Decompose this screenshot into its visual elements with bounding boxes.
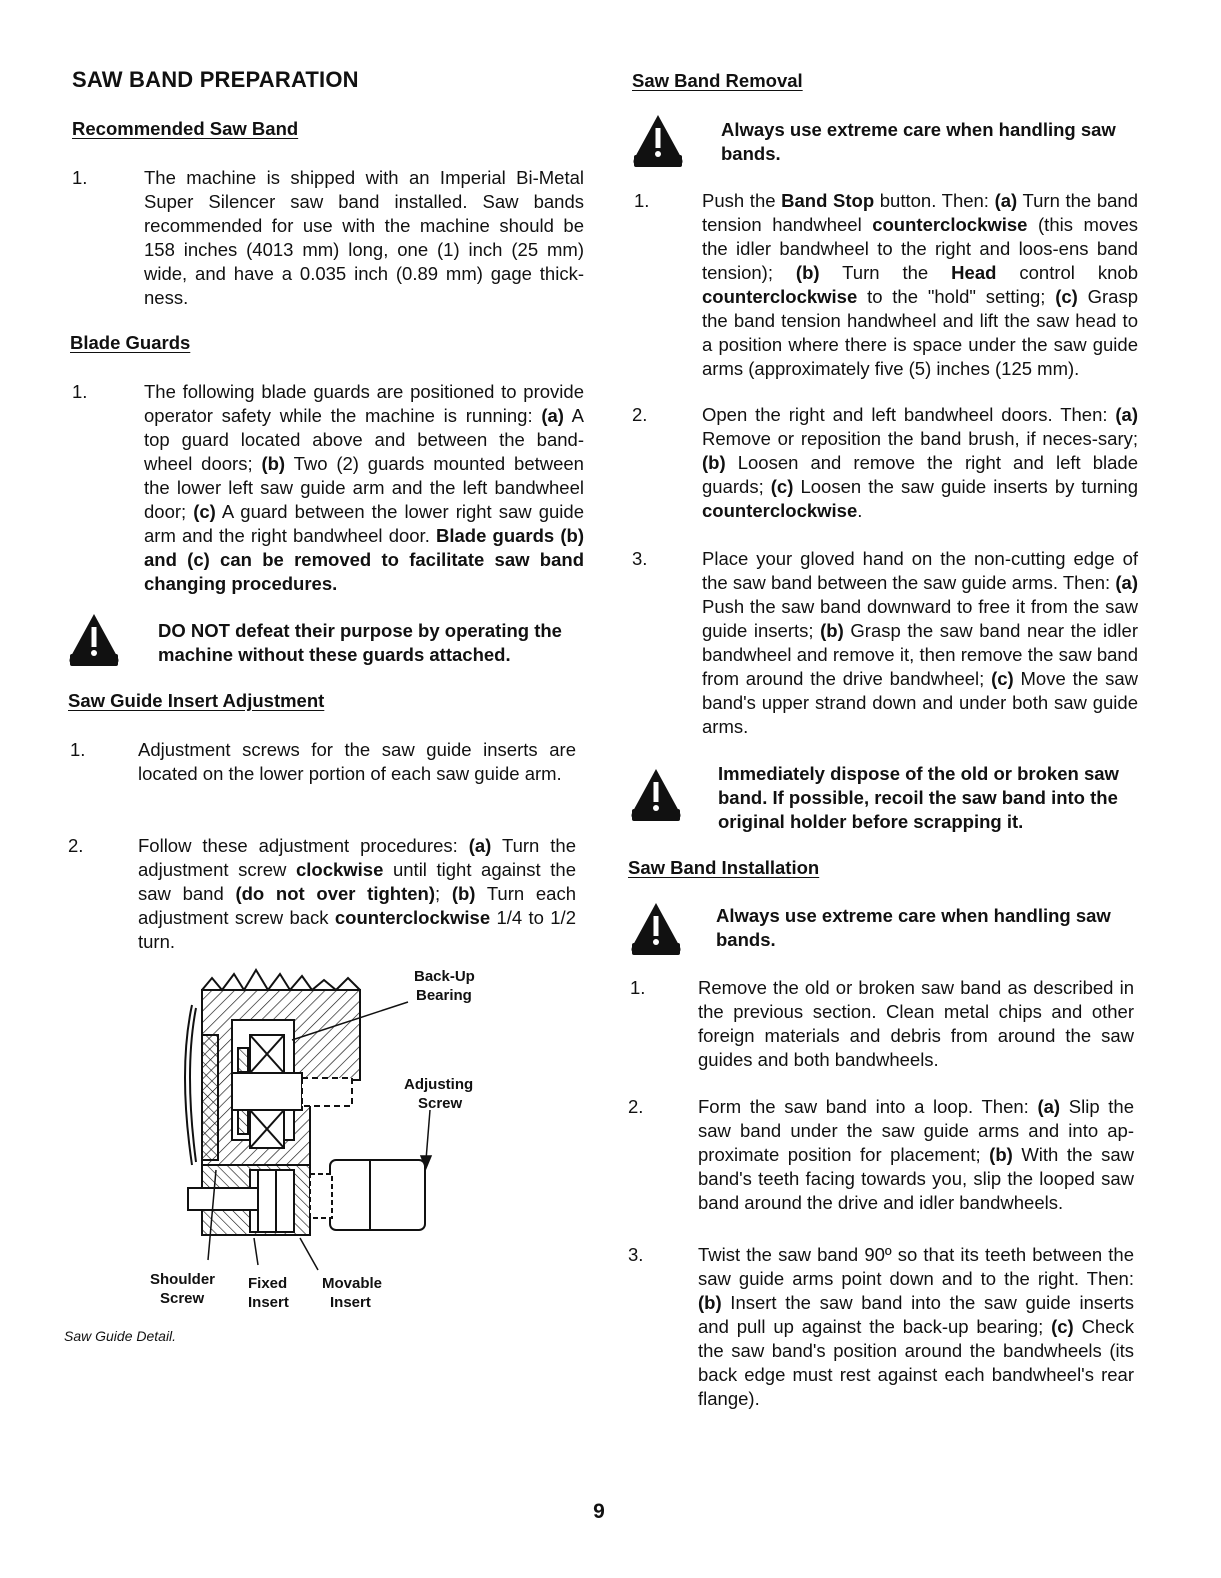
warning-icon (632, 113, 686, 169)
item-text: Open the right and left bandwheel doors. Then: (a) Remove or reposition the band brush, if neces-sary; (b) Loosen and remove the right and left blade guards; (c) Loosen the saw guide inserts by turning counterclockwise. (702, 404, 1138, 521)
item-number: 1. (72, 381, 88, 402)
warning-text: Always use extreme care when handling saw bands. (716, 905, 1111, 950)
label-bearing: Bearing (416, 987, 472, 1004)
item-number: 1. (72, 167, 88, 188)
item-text: The following blade guards are positioned to provide operator safety while the machine is running: (a) A top guard located above and between the band-wheel doors; (b) Two (2) guards mounted between the lower left saw guide arm and the left bandwheel door; (c) A guard between the lower right saw guide arm and the right bandwheel door. Blade guards (b) and (c) can be removed to facilitate saw band changing procedures. (144, 381, 585, 594)
blade-guards-heading: Blade Guards (70, 332, 191, 353)
item-number: 3. (628, 1244, 644, 1265)
label-fixed-insert: Insert (248, 1294, 289, 1311)
warning-icon (630, 764, 684, 826)
item-number: 1. (634, 190, 650, 211)
saw-guide-drawing (185, 970, 425, 1235)
item-number: 2. (68, 835, 84, 856)
item-number: 3. (632, 548, 648, 569)
label-shoulder: Shoulder (150, 1271, 216, 1288)
insert-adjustment-heading: Saw Guide Insert Adjustment (68, 690, 325, 711)
item-text: Remove the old or broken saw band as described in the previous section. Clean metal chips and other foreign materials and debris from around the saw guides and both bandwheels. (698, 977, 1134, 1070)
warning-icon (68, 612, 122, 668)
label-shoulder-screw: Screw (160, 1290, 205, 1307)
installation-heading: Saw Band Installation (628, 857, 820, 878)
item-text: The machine is shipped with an Imperial Bi-Metal Super Silencer saw band installed. Saw bands recommended for use with the machine should be 158 inches (4013 mm) long, one (1) inch (25 mm) wide, and have a 0.035 inch (0.89 mm) gage thick-ness. (144, 167, 584, 308)
item-text: Form the saw band into a loop. Then: (a) Slip the saw band under the saw guide arms and into ap-proximate position for placement; (b) With the saw band's teeth facing towards you, slip the looped saw band around the drive and idler bandwheels. (698, 1096, 1134, 1213)
item-number: 2. (628, 1096, 644, 1117)
page-number: 9 (593, 1500, 605, 1523)
item-text: Adjustment screws for the saw guide inserts are located on the lower portion of each saw guide arm. (138, 739, 576, 784)
item-number: 1. (70, 739, 86, 760)
recommended-heading: Recommended Saw Band (72, 118, 299, 139)
label-adjusting-screw: Screw (418, 1095, 463, 1112)
item-text: Follow these adjustment procedures: (a) Turn the adjustment screw clockwise until tight against the saw band (do not over tighten); (b) Turn each adjustment screw back counterclockwise 1/4 to 1/2 turn. (138, 835, 577, 952)
label-movable: Movable (322, 1275, 383, 1292)
item-number: 2. (632, 404, 648, 425)
label-backup: Back-Up (414, 968, 475, 985)
item-text: Push the Band Stop button. Then: (a) Turn the band tension handwheel counterclockwise (this moves the idler bandwheel to the right and loos-ens band tension); (b) Turn the Head control knob counterclockwise to the "hold" setting; (c) Grasp the band tension handwheel and lift the saw head to a position where there is space under the saw guide arms (approximately five (5) inches (125 mm). (702, 190, 1139, 379)
item-number: 1. (630, 977, 646, 998)
warning-text: Immediately dispose of the old or broken saw band. If possible, recoil the saw band into the original holder before scrapping it. (718, 763, 1119, 832)
label-movable-insert: Insert (330, 1294, 371, 1311)
item-text: Twist the saw band 90º so that its teeth between the saw guide arms point down and to the right. Then: (b) Insert the saw band into the saw guide inserts and pull up against the back-up bearing; (c) Check the saw band's position around the bandwheels (its back edge must rest against each bandwheel's rear flange). (698, 1244, 1135, 1409)
warning-text: DO NOT defeat their purpose by operating the machine without these guards attached. (158, 620, 562, 665)
figure-caption: Saw Guide Detail. (64, 1328, 177, 1344)
page-title: SAW BAND PREPARATION (72, 67, 359, 92)
warning-icon (630, 900, 684, 958)
label-adjusting: Adjusting (404, 1076, 474, 1093)
removal-heading: Saw Band Removal (632, 70, 803, 91)
saw-guide-detail-figure (140, 960, 500, 1320)
warning-text: Always use extreme care when handling saw bands. (721, 119, 1116, 164)
item-text: Place your gloved hand on the non-cutting edge of the saw band between the saw guide arms. Then: (a) Push the saw band downward to free it from the saw guide inserts; (b) Grasp the saw band near the idler bandwheel and remove it, then remove the saw band from around the drive bandwheel; (c) Move the saw band's upper strand down and under both saw guide arms. (702, 548, 1138, 737)
label-fixed: Fixed (248, 1275, 288, 1292)
